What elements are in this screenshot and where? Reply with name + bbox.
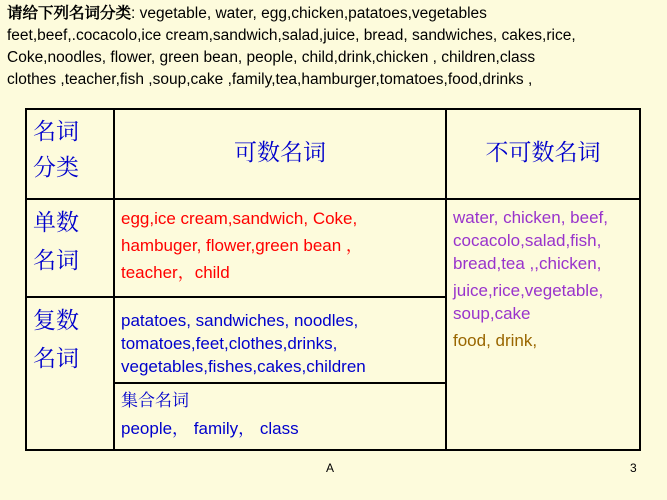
singular-countable-line-1: egg,ice cream,sandwich, Coke, bbox=[121, 209, 358, 228]
footer-label: A bbox=[326, 461, 335, 475]
singular-label-cell bbox=[26, 199, 114, 297]
uncountable-line-5: soup,cake bbox=[453, 304, 531, 323]
header-uncountable: 不可数名词 bbox=[485, 139, 601, 165]
plural-countable-cell bbox=[114, 297, 446, 383]
instruction-word-list: : vegetable, water, egg,chicken,patatoes,vegetables bbox=[131, 5, 487, 22]
plural-countable-line-1: patatoes, sandwiches, noodles, bbox=[121, 311, 359, 330]
header-category-line-2: 分类 bbox=[33, 154, 79, 180]
singular-countable-line-2: hambuger, flower,green bean ， bbox=[121, 236, 363, 255]
singular-countable-cell bbox=[114, 199, 446, 297]
uncountable-cell bbox=[446, 199, 640, 450]
uncountable-line-2: cocacolo,salad,fish, bbox=[453, 231, 602, 250]
header-row bbox=[26, 109, 640, 199]
plural-label-line-1: 复数 bbox=[33, 307, 79, 333]
header-uncountable-cell bbox=[446, 109, 640, 199]
uncountable-line-1: water, chicken, beef, bbox=[453, 208, 608, 227]
instruction-text bbox=[7, 3, 662, 91]
instruction-line-4: clothes ,teacher,fish ,soup,cake ,family,tea,hamburger,tomatoes,food,drinks , bbox=[7, 71, 533, 88]
collective-words: people， family， class bbox=[121, 419, 299, 438]
singular-row bbox=[26, 199, 640, 297]
header-category-cell bbox=[26, 109, 114, 199]
singular-countable-line-3: teacher，child bbox=[121, 263, 230, 282]
plural-label-cell bbox=[26, 297, 114, 450]
instruction-line-1 bbox=[7, 3, 662, 25]
instruction-lead: 请给下列名词分类 bbox=[7, 5, 132, 22]
uncountable-line-4: juice,rice,vegetable, bbox=[453, 281, 604, 300]
header-category-line-1: 名词 bbox=[33, 118, 79, 144]
plural-label-line-2: 名词 bbox=[33, 345, 79, 371]
collective-cell bbox=[114, 383, 446, 450]
uncountable-line-3: bread,tea ,,chicken, bbox=[453, 254, 602, 273]
singular-label-line-1: 单数 bbox=[33, 209, 79, 235]
plural-countable-line-2: tomatoes,feet,clothes,drinks, bbox=[121, 334, 338, 353]
page-number: 3 bbox=[630, 461, 637, 475]
header-countable-cell bbox=[114, 109, 446, 199]
header-countable: 可数名词 bbox=[234, 139, 326, 165]
plural-countable-line-3: vegetables,fishes,cakes,children bbox=[121, 357, 366, 376]
instruction-line-2: feet,beef,.cocacolo,ice cream,sandwich,salad,juice, bread, sandwiches, cakes,rice, bbox=[7, 27, 576, 44]
uncountable-line-6: food, drink, bbox=[453, 331, 538, 350]
instruction-line-3: Coke,noodles, flower, green bean, people, child,drink,chicken , children,class bbox=[7, 49, 536, 66]
singular-label-line-2: 名词 bbox=[33, 247, 79, 273]
noun-classification-table bbox=[25, 108, 641, 451]
collective-title: 集合名词 bbox=[121, 391, 189, 410]
